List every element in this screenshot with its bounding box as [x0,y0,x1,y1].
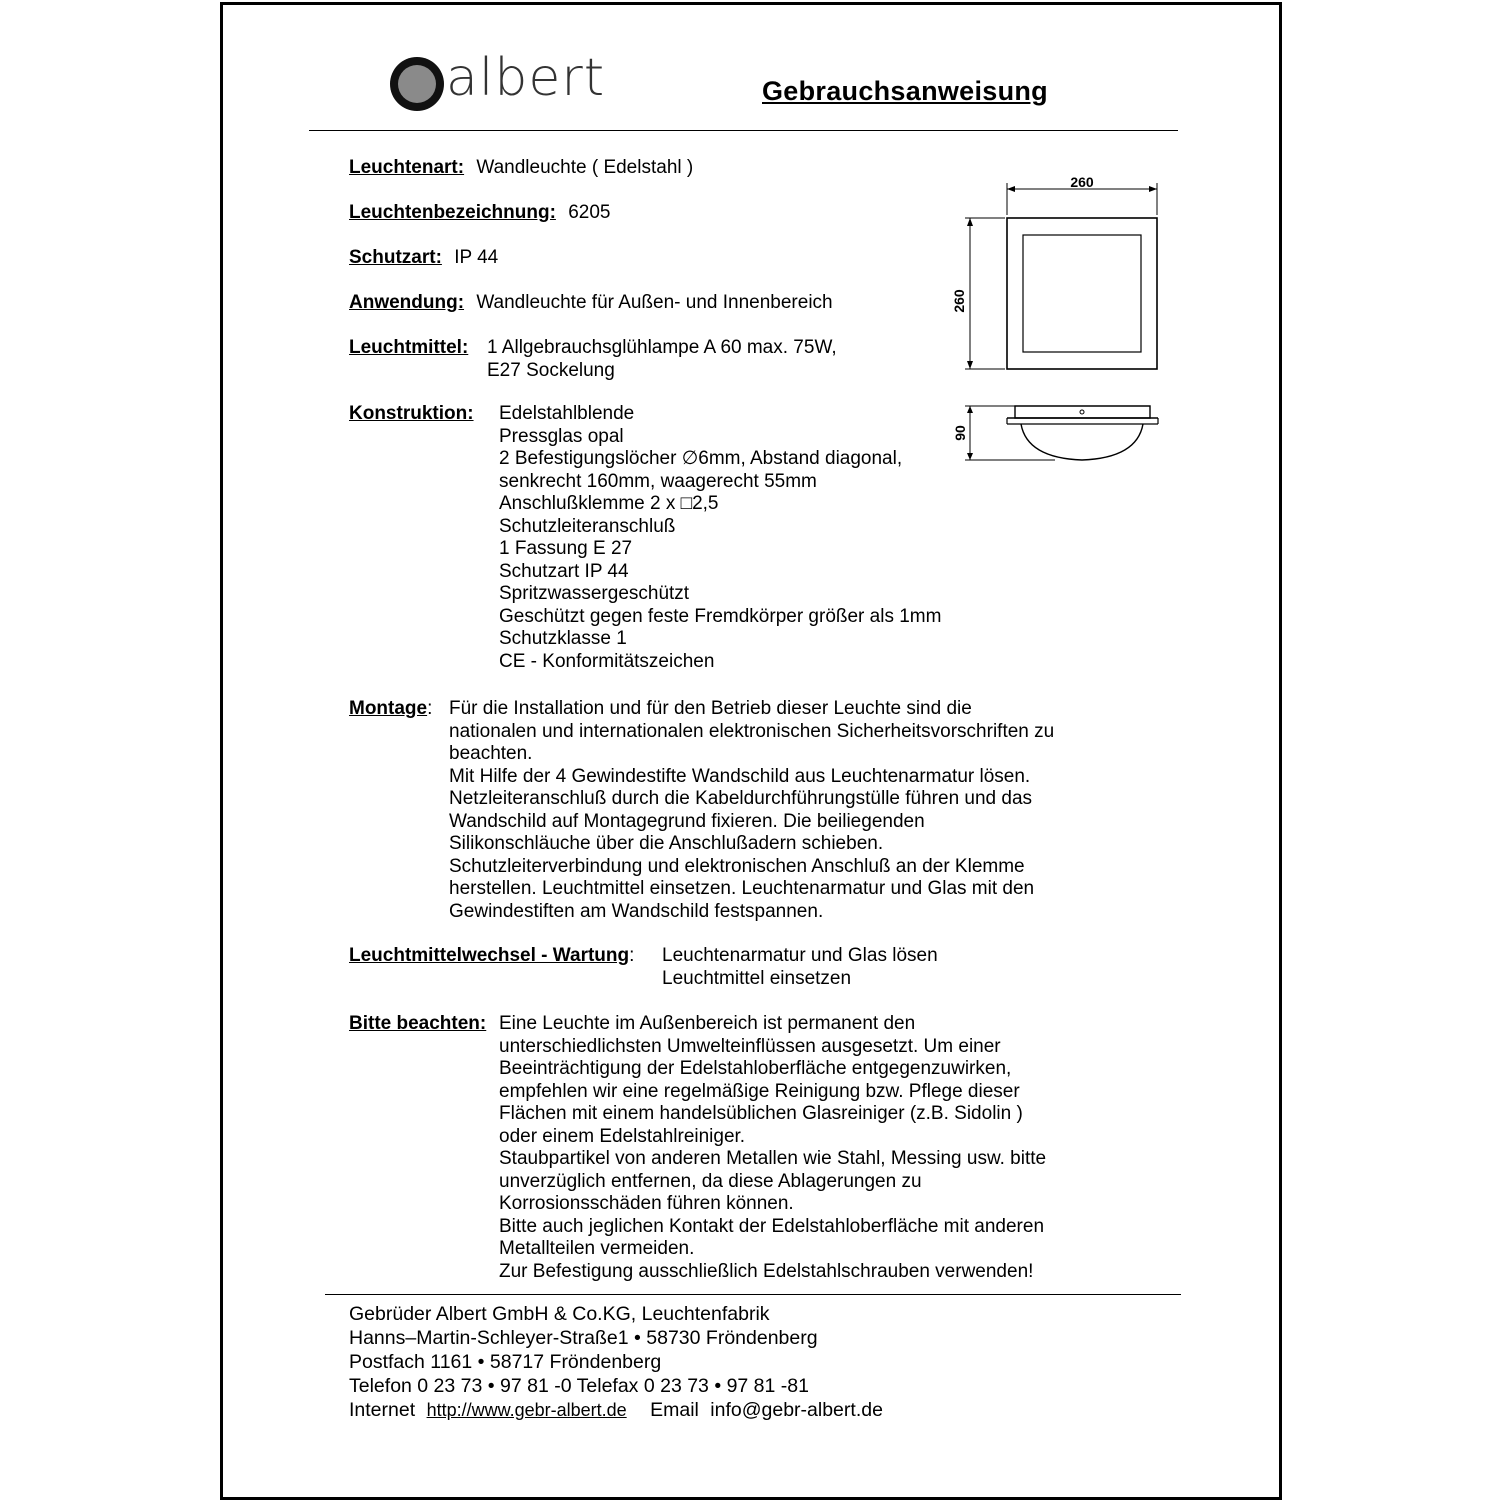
field-label-beachten: Bitte beachten: [349,1013,487,1034]
text-line: E27 Sockelung [487,359,615,381]
field-label-leuchtmittel: Leuchtmittel: [349,337,469,358]
field-value: Wandleuchte für Außen- und Innenbereich [476,292,833,313]
width-label: 260 [1070,175,1094,190]
text-line: Schutzleiteranschluß [499,515,676,537]
company-name: Gebrüder Albert GmbH & Co.KG, Leuchtenfabrik [349,1303,770,1325]
text-line: Geschützt gegen feste Fremdkörper größer als 1mm [499,605,942,627]
text-line: Pressglas opal [499,425,624,447]
field-label: Montage [349,698,428,719]
postbox-address: Postfach 1161 • 58717 Fröndenberg [349,1351,662,1373]
field-label: Schutzart: [349,247,442,268]
field-leuchtenart [349,157,693,180]
arrow-icon [967,218,973,226]
text-line: Spritzwassergeschützt [499,583,690,604]
email-address[interactable]: info@gebr-albert.de [710,1399,883,1421]
text-line: nationalen und internationalen elektronischen Sicherheitsvorschriften zu [449,720,1055,742]
email-label: Email [650,1399,699,1421]
field-value-beachten [499,1013,1046,1283]
field-schutzart [349,247,498,270]
text-line: 2 Befestigungslöcher ∅6mm, Abstand diagonal, [499,448,903,469]
text-line: Metallteilen vermeiden. [499,1238,695,1259]
text-line: herstellen. Leuchtmittel einsetzen. Leuchtenarmatur und Glas mit den [449,878,1035,899]
text-line: senkrecht 160mm, waagerecht 55mm [499,470,817,492]
glass-dome [1021,424,1143,460]
field-colon: : [427,698,433,719]
field-label-montage [349,698,432,721]
page-title: Gebrauchsanweisung [762,76,1048,106]
text-line: Für die Installation und für den Betrieb dieser Leuchte sind die [449,698,972,719]
field-colon: : [629,945,635,966]
text-line: 1 Fassung E 27 [499,538,633,559]
arrow-icon [1007,186,1015,192]
text-line: oder einem Edelstahlreiniger. [499,1125,746,1147]
text-line: Bitte auch jeglichen Kontakt der Edelstahloberfläche mit anderen [499,1215,1045,1237]
text-line: Wandschild auf Montagegrund fixieren. Die beiliegenden [449,810,925,832]
field-label: Leuchtmittelwechsel - Wartung [349,945,630,966]
header-divider [309,130,1178,131]
street-address: Hanns–Martin-Schleyer-Straße1 • 58730 Fröndenberg [349,1327,818,1349]
field-label: Leuchtenart: [349,157,465,178]
lamp-outer-frame [1007,218,1157,369]
contact-line [349,1398,883,1422]
text-line: Silikonschläuche über die Anschlußadern schieben. [449,833,884,854]
footer-divider [325,1294,1181,1295]
website-link[interactable]: http://www.gebr-albert.de [426,1400,627,1420]
lamp-glass [1023,235,1141,352]
front-view-drawing [945,175,1175,375]
field-value-montage [449,698,1054,923]
text-line: CE - Konformitätszeichen [499,650,715,672]
text-line: Korrosionsschäden führen können. [499,1193,794,1214]
text-line: Edelstahlblende [499,403,635,424]
logo-text: albert [446,48,606,108]
text-line: Zur Befestigung ausschließlich Edelstahlschrauben verwenden! [499,1260,1034,1282]
text-line: Mit Hilfe der 4 Gewindestifte Wandschild aus Leuchtenarmatur lösen. [449,765,1031,787]
field-label-konstruktion: Konstruktion: [349,403,474,424]
logo-mark-icon [388,56,446,112]
arrow-icon [967,361,973,369]
depth-label: 90 [952,425,968,441]
text-line: Flächen mit einem handelsüblichen Glasreiniger (z.B. Sidolin ) [499,1103,1023,1124]
field-label: Leuchtenbezeichnung: [349,202,556,223]
wall-plate [1015,406,1150,418]
footer-address [349,1302,883,1422]
field-label: Anwendung: [349,292,465,313]
text-line: Eine Leuchte im Außenbereich ist permanent den [499,1013,916,1034]
text-line: Leuchtmittel einsetzen [662,967,852,989]
screw-icon [1080,410,1084,414]
field-bezeichnung [349,202,610,225]
arrow-icon [967,453,973,460]
text-line: Staubpartikel von anderen Metallen wie Stahl, Messing usw. bitte [499,1148,1047,1169]
side-view-drawing [945,398,1175,468]
field-value: 6205 [568,202,611,223]
arrow-icon [1149,186,1157,192]
phone-fax: Telefon 0 23 73 • 97 81 -0 Telefax 0 23 73 • 97 81 -81 [349,1375,809,1397]
text-line: Anschlußklemme 2 x □2,5 [499,493,719,514]
field-label-wartung [349,945,634,968]
text-line: Schutzleiterverbindung und elektronischen Anschluß an der Klemme [449,855,1025,877]
text-line: unverzüglich entfernen, da diese Ablagerungen zu [499,1170,922,1192]
arrow-icon [967,406,973,413]
text-line: Gewindestiften am Wandschild festspannen. [449,900,824,922]
text-line: Netzleiteranschluß durch die Kabeldurchführungstülle führen und das [449,788,1033,809]
height-label: 260 [951,289,967,313]
text-line: beachten. [449,743,533,764]
text-line: empfehlen wir eine regelmäßige Reinigung bzw. Pflege dieser [499,1080,1020,1102]
field-value: IP 44 [454,247,499,268]
field-value-konstruktion [499,403,941,673]
text-line: unterschiedlichsten Umwelteinflüssen ausgesetzt. Um einer [499,1035,1001,1057]
text-line: Schutzart IP 44 [499,560,629,582]
text-line: Leuchtenarmatur und Glas lösen [662,945,938,966]
text-line: Beeinträchtigung der Edelstahloberfläche entgegenzuwirken, [499,1058,1012,1079]
text-line: Schutzklasse 1 [499,628,627,649]
internet-label: Internet [349,1399,416,1421]
field-anwendung [349,292,833,315]
field-value-leuchtmittel [487,337,837,382]
field-value-wartung [662,945,938,990]
field-value: Wandleuchte ( Edelstahl ) [476,157,694,178]
text-line: 1 Allgebrauchsglühlampe A 60 max. 75W, [487,337,837,358]
